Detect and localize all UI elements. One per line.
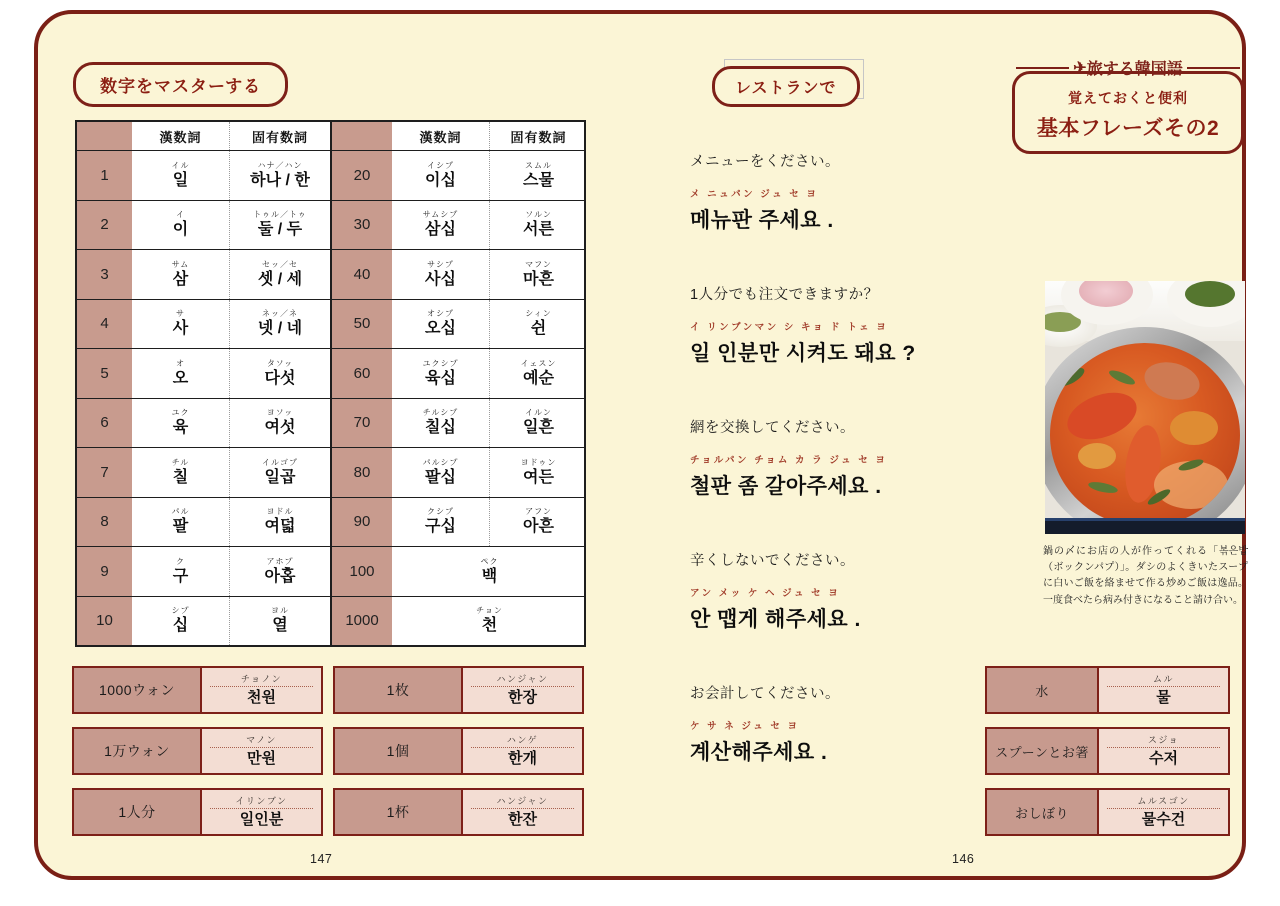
phrase-japanese: 網を交換してください。	[690, 420, 855, 436]
vocab-box	[72, 666, 323, 714]
sino-korean-cell: イ 이	[172, 210, 189, 239]
vocab-label: 1000ウォン	[74, 668, 202, 712]
numbers-table-row	[77, 200, 584, 250]
vocab-label: スプーンとお箸	[987, 729, 1099, 773]
row-number: 60	[330, 349, 392, 398]
numbers-table-row	[77, 398, 584, 448]
sino-korean-cell: クシプ 구십	[425, 507, 456, 536]
badge-subtitle: 覚えておくと便利	[1068, 90, 1188, 106]
vocab-column-restaurant	[985, 666, 1230, 836]
row-number: 6	[77, 399, 132, 448]
vocab-label: 水	[987, 668, 1099, 712]
header-blank-cell	[77, 122, 132, 150]
sino-korean-cell: パル 팔	[171, 507, 190, 536]
phrase-furigana: チョルパン チョム カ ラ ジュ セ ヨ	[690, 455, 888, 466]
vocab-korean: マノン 만원	[202, 729, 321, 773]
row-number: 1	[77, 151, 132, 200]
native-korean-cell: ソルン 서른	[489, 201, 587, 250]
phrase-furigana: アン メッ ケ ヘ ジュ セ ヨ	[690, 588, 841, 599]
numbers-table-header	[77, 122, 584, 150]
phrase-list	[690, 150, 1030, 766]
native-korean-cell: ヨドゥン 여든	[489, 448, 587, 497]
sino-korean-cell: パルシプ 팔십	[422, 457, 459, 486]
native-korean-cell: イルン 일흔	[489, 399, 587, 448]
vocab-label: おしぼり	[987, 790, 1099, 834]
native-korean-cell: シィン 쉰	[489, 300, 587, 349]
phrase-block	[690, 283, 1030, 367]
photo-bottom-band	[1045, 521, 1245, 534]
row-number: 9	[77, 547, 132, 596]
series-label: 旅する韓国語	[1086, 61, 1183, 78]
numbers-table-row	[77, 299, 584, 349]
native-korean-cell: タソッ 다섯	[229, 349, 330, 398]
phrase-korean: 계산해주세요 .	[690, 741, 828, 764]
vocab-korean: ムル 물	[1099, 668, 1228, 712]
sino-korean-cell: サム 삼	[171, 259, 190, 288]
vocab-box	[985, 727, 1230, 775]
row-number: 2	[77, 201, 132, 250]
vocab-korean: ムルスゴン 물수건	[1099, 790, 1228, 834]
sino-korean-cell: サ 사	[172, 309, 189, 338]
sino-korean-cell: オ 오	[172, 358, 189, 387]
phrase-block	[690, 549, 1030, 633]
sino-korean-cell: ペク 백	[480, 556, 499, 585]
left-section-title: 数字をマスターする	[73, 62, 288, 107]
vocab-box	[333, 788, 584, 836]
row-number: 90	[330, 498, 392, 547]
numbers-table-row	[77, 546, 584, 596]
vocab-label: 1人分	[74, 790, 202, 834]
numbers-table-row	[77, 348, 584, 398]
vocab-label: 1杯	[335, 790, 463, 834]
photo-stew	[1050, 343, 1240, 527]
sino-korean-cell: チル 칠	[171, 457, 190, 486]
sino-korean-cell: イシプ 이십	[425, 160, 456, 189]
row-number: 30	[330, 201, 392, 250]
vocab-column-counters	[333, 666, 584, 836]
header-native: 固有数詞	[229, 122, 330, 150]
row-number: 20	[330, 151, 392, 200]
numbers-table-row	[77, 497, 584, 547]
vocab-label: 1個	[335, 729, 463, 773]
vocab-label: 1万ウォン	[74, 729, 202, 773]
phrase-korean: 일 인분만 시켜도 돼요 ?	[690, 342, 916, 365]
native-korean-cell: スムル 스물	[489, 151, 587, 200]
vocab-box	[72, 727, 323, 775]
native-korean-cell: ヨソッ 여섯	[229, 399, 330, 448]
page-number-right: 146	[952, 852, 975, 866]
vocab-box	[985, 788, 1230, 836]
vocab-box	[333, 727, 584, 775]
vocab-korean: ハンゲ 한개	[463, 729, 582, 773]
vocab-label: 1枚	[335, 668, 463, 712]
sino-korean-cell: サシプ 사십	[425, 259, 456, 288]
sino-korean-cell: ク 구	[172, 556, 189, 585]
sino-korean-cell: サムシプ 삼십	[422, 210, 459, 239]
phrase-furigana: メ ニュパン ジュ セ ヨ	[690, 189, 819, 200]
native-korean-cell: イェスン 예순	[489, 349, 587, 398]
vocab-korean: ハンジャン 한잔	[463, 790, 582, 834]
vocab-column-won	[72, 666, 323, 836]
numbers-table-row	[77, 150, 584, 200]
header-native: 固有数詞	[489, 122, 587, 150]
row-number: 1000	[330, 597, 392, 646]
row-number: 7	[77, 448, 132, 497]
vocab-box	[985, 666, 1230, 714]
sino-korean-cell: チルシプ 칠십	[422, 408, 459, 437]
phrase-block	[690, 682, 1030, 766]
phrase-furigana: イ リンブンマン シ キョ ド トェ ヨ	[690, 322, 889, 333]
native-korean-cell: ハナ／ハン 하나 / 한	[229, 151, 330, 200]
header-blank-cell	[330, 122, 392, 150]
row-number: 40	[330, 250, 392, 299]
vocab-box	[72, 788, 323, 836]
right-section-title: レストランで	[712, 66, 860, 107]
vocab-korean: チョノン 천원	[202, 668, 321, 712]
native-korean-cell: ネッ／ネ 넷 / 네	[229, 300, 330, 349]
row-number: 4	[77, 300, 132, 349]
page-number-left: 147	[310, 852, 333, 866]
row-number: 5	[77, 349, 132, 398]
phrase-block	[690, 150, 1030, 234]
phrase-furigana: ケ サ ネ ジュ セ ヨ	[690, 721, 800, 732]
phrase-korean: 메뉴판 주세요 .	[690, 209, 834, 232]
phrase-japanese: お会計してください。	[690, 686, 840, 702]
row-number: 3	[77, 250, 132, 299]
phrase-japanese: 辛くしないでください。	[690, 553, 855, 569]
food-photo	[1045, 281, 1245, 534]
header-sino: 漢数詞	[419, 129, 462, 145]
photo-caption: 鍋の〆にお店の人が作ってくれる「볶은밥（ボックンパプ）」。ダシのよくきいたスープに白いご飯を絡ませて作る炒めご飯は逸品。一度食べたら病み付きになること請け合い。	[1043, 546, 1248, 606]
native-korean-cell: アホプ 아홉	[229, 547, 330, 596]
row-number: 8	[77, 498, 132, 547]
numbers-table-row	[77, 447, 584, 497]
vocab-korean: イリンブン 일인분	[202, 790, 321, 834]
numbers-table	[75, 120, 586, 647]
sino-korean-cell: イル 일	[171, 160, 190, 189]
phrase-korean: 안 맵게 해주세요 .	[690, 608, 861, 631]
badge-title: 基本フレーズその2	[1036, 117, 1220, 140]
native-korean-cell: アフン 아흔	[489, 498, 587, 547]
native-korean-cell: セッ／セ 셋 / 세	[229, 250, 330, 299]
row-number: 50	[330, 300, 392, 349]
sino-korean-cell: シプ 십	[171, 606, 190, 635]
vocab-box	[333, 666, 584, 714]
phrase-block	[690, 416, 1030, 500]
series-badge	[1012, 56, 1244, 154]
row-number: 10	[77, 597, 132, 646]
phrase-japanese: 1人分でも注文できますか？	[690, 287, 879, 303]
sino-korean-cell: ユク 육	[171, 408, 190, 437]
native-korean-cell: イルゴプ 일곱	[229, 448, 330, 497]
row-number: 70	[330, 399, 392, 448]
native-korean-cell: トゥル／トゥ 둘 / 두	[229, 201, 330, 250]
native-korean-cell: マフン 마흔	[489, 250, 587, 299]
native-korean-cell: ヨル 열	[229, 597, 330, 646]
row-number: 80	[330, 448, 392, 497]
badge-box	[1012, 71, 1244, 154]
series-name	[1012, 56, 1244, 79]
airplane-icon: ✈	[1073, 59, 1087, 77]
header-sino: 漢数詞	[159, 129, 202, 145]
numbers-table-row	[77, 596, 584, 646]
phrase-korean: 철판 좀 갈아주세요 .	[690, 475, 882, 498]
vocab-korean: スジョ 수저	[1099, 729, 1228, 773]
sino-korean-cell: チョン 천	[476, 606, 503, 635]
sino-korean-cell: ユクシプ 육십	[422, 358, 459, 387]
numbers-table-row	[77, 249, 584, 299]
row-number: 100	[330, 547, 392, 596]
vocab-korean: ハンジャン 한장	[463, 668, 582, 712]
phrase-japanese: メニューをください。	[690, 154, 840, 170]
sino-korean-cell: オシプ 오십	[425, 309, 456, 338]
native-korean-cell: ヨドル 여덟	[229, 498, 330, 547]
restaurant-title-wrap	[712, 66, 860, 107]
